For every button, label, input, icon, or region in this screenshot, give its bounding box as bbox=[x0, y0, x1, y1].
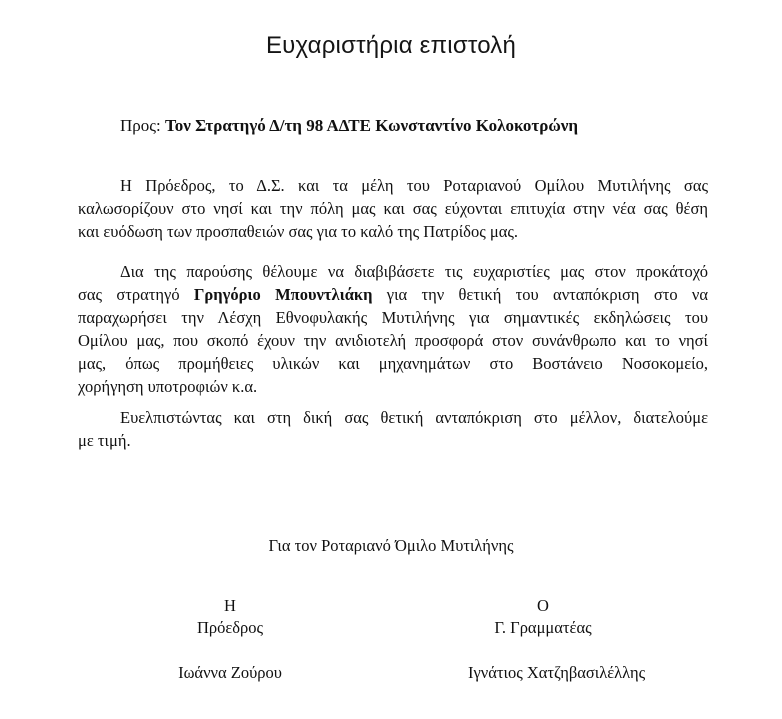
paragraph-line: Η Πρόεδρος, το Δ.Σ. και τα μέλη του Ροταριανού Ομίλου Μυτιλήνης σας bbox=[120, 176, 708, 195]
signoff-line: Για τον Ροταριανό Όμιλο Μυτιλήνης bbox=[268, 536, 514, 555]
signatory-role: Γ. Γραμματέας bbox=[494, 618, 592, 637]
signatory-name: Ιωάννα Ζούρου bbox=[178, 663, 282, 682]
paragraph-line: μας, όπως προμήθειες υλικών και μηχανημάτων στο Βοστάνειο Νοσοκομείο, bbox=[78, 354, 708, 373]
paragraph-line: χορήγηση υποτροφιών κ.α. bbox=[78, 377, 258, 396]
signatory-article: Ο bbox=[537, 596, 549, 615]
signatory-role: Πρόεδρος bbox=[196, 618, 264, 637]
paragraph-line: Ομίλου μας, που σκοπό έχουν την ανιδιοτελή προσφορά στον συνάνθρωπο και το νησί bbox=[78, 331, 708, 350]
signatory-article: Η bbox=[224, 596, 236, 615]
letter-title: Ευχαριστήρια επιστολή bbox=[265, 32, 517, 59]
paragraph-welcome bbox=[78, 174, 708, 243]
paragraph-closing bbox=[78, 406, 708, 452]
recipient-name: Τον Στρατηγό Δ/τη 98 ΑΔΤΕ Κωνσταντίνο Κολοκοτρώνη bbox=[164, 116, 579, 135]
paragraph-line-with-bold bbox=[78, 283, 708, 306]
paragraph-line: με τιμή. bbox=[78, 431, 131, 450]
paragraph-line: καλωσορίζουν στο νησί και την πόλη μας και σας εύχονται επιτυχία στην νέα σας θέση bbox=[78, 199, 708, 218]
paragraph-line: Ευελπιστώντας και στη δική σας θετική ανταπόκριση στο μέλλον, διατελούμε bbox=[120, 408, 708, 427]
paragraph-line: παραχωρήσει την Λέσχη Εθνοφυλακής Μυτιλήνης για σημαντικές εκδηλώσεις του bbox=[78, 308, 708, 327]
recipient-line bbox=[120, 116, 578, 136]
signatory-name: Ιγνάτιος Χατζηβασιλέλλης bbox=[468, 663, 646, 682]
paragraph-line: Δια της παρούσης θέλουμε να διαβιβάσετε τις ευχαριστίες μας στον προκάτοχό bbox=[120, 262, 708, 281]
paragraph-text: σας στρατηγό bbox=[78, 285, 180, 304]
signature-block-president bbox=[160, 595, 300, 684]
paragraph-line: και ευόδωση των προσπαθειών σας για το καλό της Πατρίδος μας. bbox=[78, 222, 518, 241]
paragraph-thanks bbox=[78, 260, 708, 398]
recipient-prefix: Προς: bbox=[120, 116, 161, 135]
paragraph-text: για την θετική του ανταπόκριση στο να bbox=[386, 285, 709, 304]
signature-block-secretary bbox=[468, 595, 646, 684]
predecessor-name: Γρηγόριο Μπουντλιάκη bbox=[193, 285, 373, 304]
